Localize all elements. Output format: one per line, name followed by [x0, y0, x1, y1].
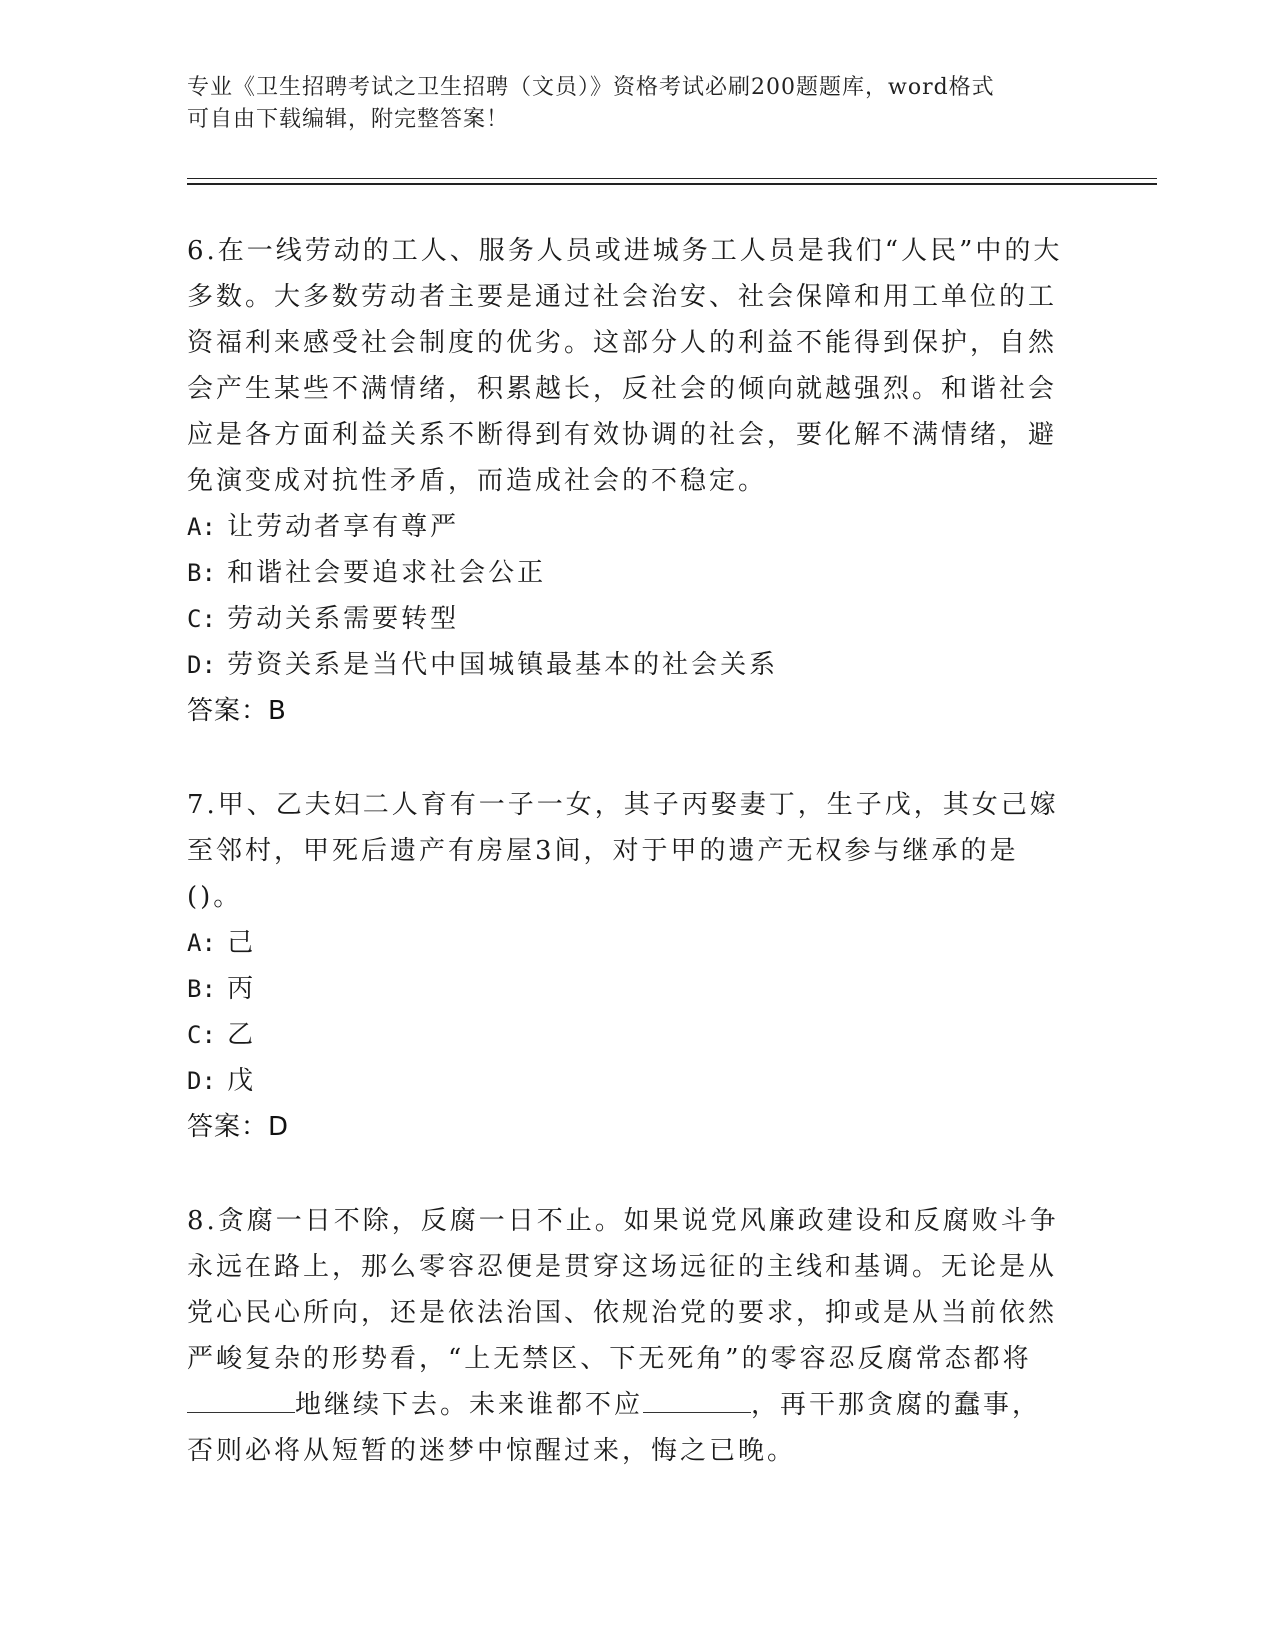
option-text: 让劳动者享有尊严	[227, 512, 460, 542]
option-a	[187, 504, 1067, 550]
question-6	[187, 228, 1067, 734]
fill-blank-2	[643, 1384, 751, 1413]
option-b	[187, 550, 1067, 596]
option-text: 和谐社会要追求社会公正	[227, 558, 547, 588]
option-b	[187, 966, 1067, 1012]
option-key: C:	[187, 1021, 216, 1049]
question-stem: 7.甲、乙夫妇二人育有一子一女，其子丙娶妻丁，生子戊，其女己嫁至邻村，甲死后遗产有房屋3间，对于甲的遗产无权参与继承的是()。	[187, 790, 1059, 912]
option-text: 劳资关系是当代中国城镇最基本的社会关系	[227, 650, 779, 680]
answer-line: 答案：D	[187, 1112, 290, 1142]
header-line-2: 可自由下载编辑，附完整答案！	[187, 107, 510, 132]
fill-blank-1	[187, 1384, 295, 1413]
option-text: 劳动关系需要转型	[227, 604, 460, 634]
option-a	[187, 920, 1067, 966]
option-key: C:	[187, 605, 216, 633]
stem-part-2: 地继续下去。未来谁都不应	[295, 1390, 644, 1420]
option-text: 己	[227, 928, 257, 958]
header-divider-thick	[187, 183, 1157, 185]
question-stem	[187, 1198, 1067, 1474]
option-d	[187, 1058, 1067, 1104]
option-d	[187, 642, 1067, 688]
header-divider-thin	[187, 178, 1157, 179]
answer-line: 答案：B	[187, 696, 287, 726]
option-key: D:	[187, 1067, 216, 1095]
option-c	[187, 1012, 1067, 1058]
header-line-1: 专业《卫生招聘考试之卫生招聘（文员）》资格考试必刷200题题库，word格式	[187, 75, 995, 100]
question-stem: 6.在一线劳动的工人、服务人员或进城务工人员是我们“人民”中的大多数。大多数劳动者主要是通过社会治安、社会保障和用工单位的工资福利来感受社会制度的优劣。这部分人的利益不能得到保护，自然会产生某些不满情绪，积累越长，反社会的倾向就越强烈。和谐社会应是各方面利益关系不断得到有效协调的社会，要化解不满情绪，避免演变成对抗性矛盾，而造成社会的不稳定。	[187, 236, 1063, 496]
question-8	[187, 1198, 1067, 1474]
option-key: D:	[187, 651, 216, 679]
document-header	[187, 72, 1067, 136]
option-text: 丙	[227, 974, 257, 1004]
option-c	[187, 596, 1067, 642]
stem-part-1: 8.贪腐一日不除，反腐一日不止。如果说党风廉政建设和反腐败斗争永远在路上，那么零容忍便是贯穿这场远征的主线和基调。无论是从党心民心所向，还是依法治国、依规治党的要求，抑或是从当前依然严峻复杂的形势看，“上无禁区、下无死角”的零容忍反腐常态都将	[187, 1206, 1059, 1374]
option-key: B:	[187, 975, 216, 1003]
option-text: 戊	[227, 1066, 257, 1096]
stem-part-3: ，再干那贪腐的蠢事，否则必将从短暂的迷梦中惊醒过来，悔之已晚。	[187, 1390, 1042, 1466]
question-7	[187, 782, 1067, 1150]
option-key: B:	[187, 559, 216, 587]
option-text: 乙	[227, 1020, 257, 1050]
option-key: A:	[187, 929, 216, 957]
option-key: A:	[187, 513, 216, 541]
question-list	[187, 228, 1067, 1522]
